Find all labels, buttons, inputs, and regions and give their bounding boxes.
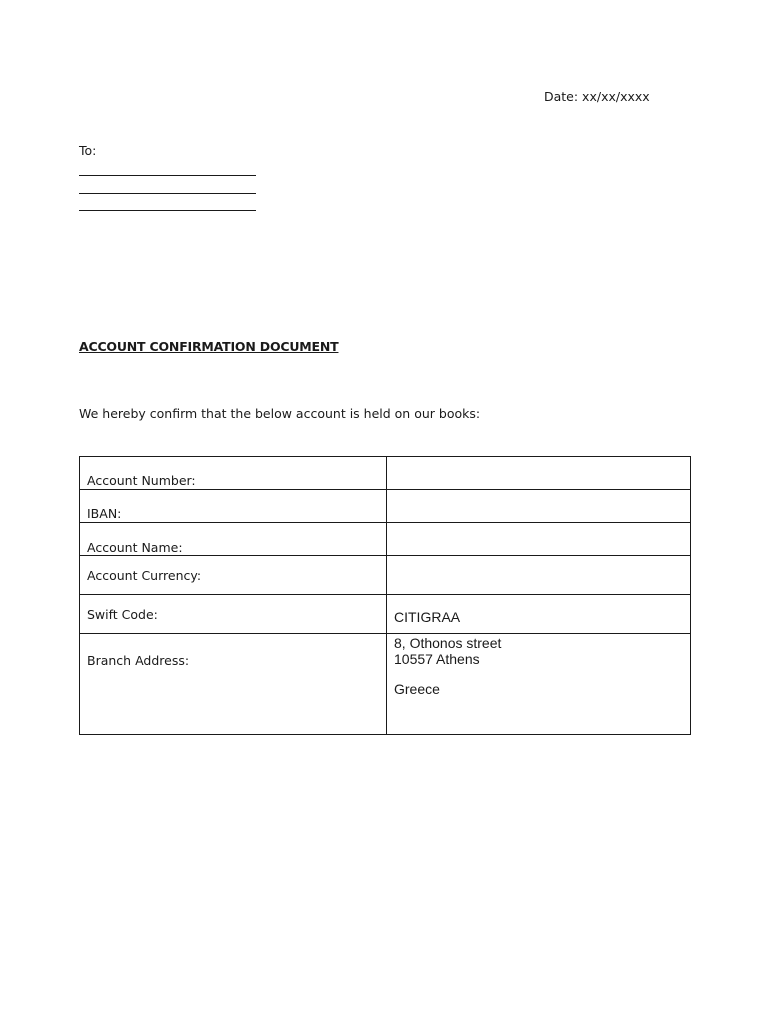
date-text: Date: xx/xx/xxxx [544,89,650,104]
branch-address-label: Branch Address: [80,634,387,735]
swift-code-label: Swift Code: [80,595,387,634]
account-name-label: Account Name: [80,523,387,556]
table-row-account-currency [80,556,691,595]
table-row-account-number [80,457,691,490]
table-row-branch-address [80,634,691,735]
account-currency-label: Account Currency: [80,556,387,595]
table-row-swift-code [80,595,691,634]
recipient-line-3 [79,210,256,211]
recipient-line-1 [79,175,256,176]
branch-address-spacer [394,667,683,681]
iban-value [387,490,691,523]
account-currency-value [387,556,691,595]
table-row-account-name [80,523,691,556]
branch-address-line-3: Greece [394,681,440,697]
swift-code-value: CITIGRAA [387,595,691,634]
branch-address-value [387,634,691,735]
intro-text: We hereby confirm that the below account is held on our books: [79,406,481,421]
account-details-table [79,456,691,735]
branch-address-line-1: 8, Othonos street [394,635,502,651]
to-label: To: [79,143,97,158]
account-name-value [387,523,691,556]
document-title: ACCOUNT CONFIRMATION DOCUMENT [79,339,339,354]
table-row-iban [80,490,691,523]
account-number-value [387,457,691,490]
account-number-label: Account Number: [80,457,387,490]
recipient-line-2 [79,193,256,194]
branch-address-line-2: 10557 Athens [394,651,480,667]
iban-label: IBAN: [80,490,387,523]
